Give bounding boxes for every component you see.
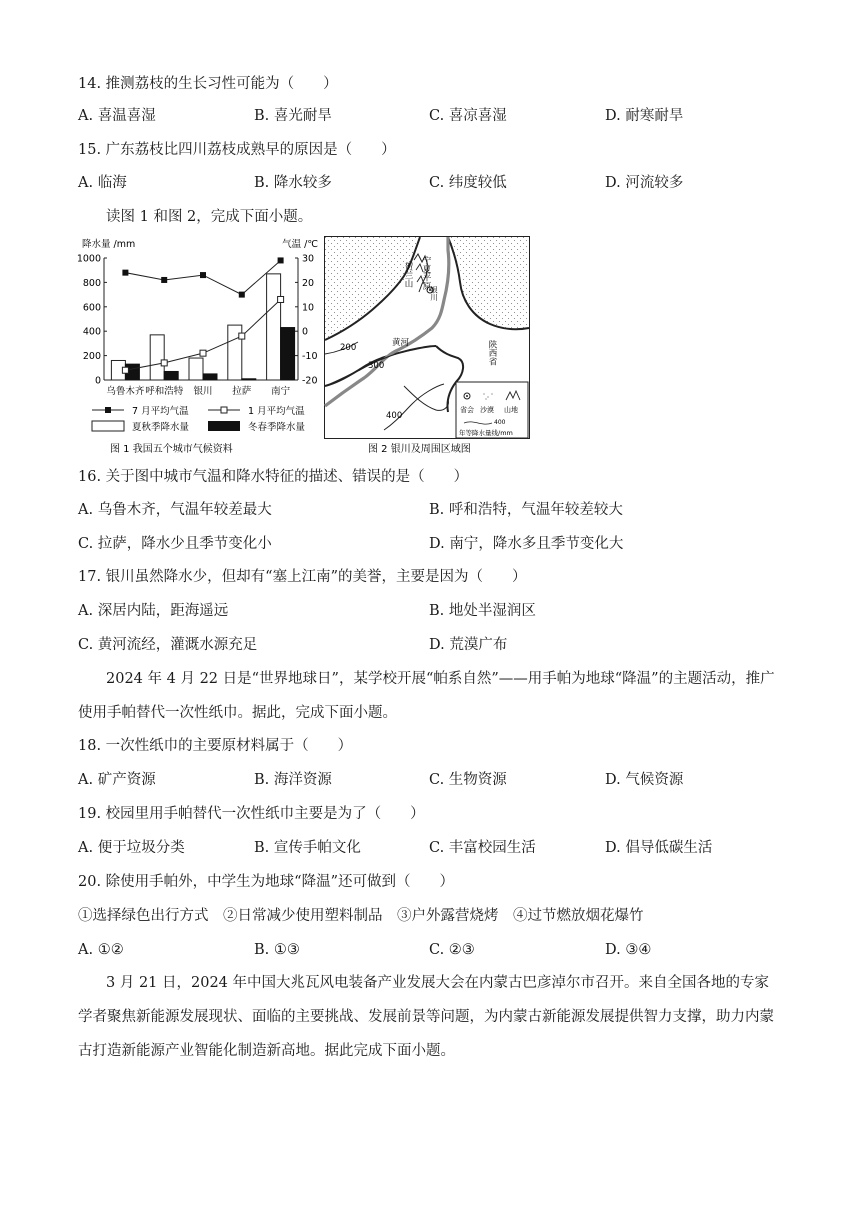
q20-option-d: D. ③④ — [605, 942, 652, 958]
right-tick-label: 20 — [302, 277, 315, 289]
q19-option-a: A. 便于垃圾分类 — [78, 840, 185, 856]
q14-option-d: D. 耐寒耐旱 — [605, 108, 684, 124]
figure-1-caption: 图 1 我国五个城市气候资料 — [110, 444, 233, 455]
q20-items: ①选择绿色出行方式 ②日常减少使用塑料制品 ③户外露营烧烤 ④过节燃放烟花爆竹 — [78, 908, 644, 924]
legend-mountain: 山地 — [504, 406, 518, 414]
label-helan: 贺兰山 — [403, 262, 413, 288]
figure-2-caption: 图 2 银川及周围区域图 — [368, 444, 471, 455]
question-20-stem: 20. 除使用手帕外，中学生为地球“降温”还可做到（ ） — [78, 874, 454, 890]
legend-desert: 沙漠 — [480, 406, 494, 414]
label-huanghe: 黄河 — [392, 338, 410, 348]
figure-2-yinchuan-map — [324, 236, 530, 456]
q14-option-c: C. 喜凉喜湿 — [429, 108, 507, 124]
q16-option-a: A. 乌鲁木齐，气温年较差最大 — [78, 502, 272, 518]
chart-legend — [92, 405, 306, 433]
q16-option-c: C. 拉萨，降水少且季节变化小 — [78, 536, 272, 552]
q20-option-a: A. ①② — [78, 942, 124, 958]
right-axis-label: 气温 /℃ — [282, 239, 318, 250]
earthday-intro: 2024 年 4 月 22 日是“世界地球日”，某学校开展“帕系自然”——用手帕为地球“降温”的主题活动，推广使用手帕替代一次性纸巾。据此，完成下面小题。 — [78, 671, 775, 721]
point-july-temp — [278, 257, 284, 263]
q14-option-a: A. 喜温喜湿 — [78, 108, 156, 124]
left-tick-label: 800 — [82, 277, 101, 289]
right-tick-label: 0 — [302, 326, 309, 338]
point-july-temp — [200, 272, 206, 278]
legend-jan-marker — [221, 407, 227, 413]
right-tick-label: 10 — [302, 302, 315, 314]
label-yinchuan: 银川 — [429, 286, 439, 301]
category-label: 南宁 — [271, 386, 291, 397]
point-jan-temp — [161, 360, 167, 366]
category-label: 拉萨 — [232, 386, 252, 397]
point-july-temp — [239, 292, 245, 298]
q14-option-b: B. 喜光耐旱 — [254, 108, 332, 124]
right-tick-label: -20 — [302, 375, 318, 387]
point-jan-temp — [239, 333, 245, 339]
point-july-temp — [122, 270, 128, 276]
label-isoline-200: 200 — [340, 343, 357, 353]
bar-winter-spring — [281, 328, 295, 380]
left-tick-label: 600 — [82, 302, 101, 314]
q15-option-c: C. 纬度较低 — [429, 175, 507, 191]
question-18-stem: 18. 一次性纸巾的主要原材料属于（ ） — [78, 738, 353, 754]
legend-summer-marker — [92, 421, 124, 431]
legend-isoline: 年等降水量线/mm — [459, 429, 513, 437]
question-15-stem: 15. 广东荔枝比四川荔枝成熟早的原因是（ ） — [78, 142, 396, 158]
question-19-stem: 19. 校园里用手帕替代一次性纸巾主要是为了（ ） — [78, 806, 425, 822]
q17-option-a: A. 深居内陆，距海遥远 — [78, 603, 229, 619]
right-tick-label: 30 — [302, 253, 315, 265]
q15-option-b: B. 降水较多 — [254, 175, 332, 191]
q20-option-b: B. ①③ — [254, 942, 300, 958]
q15-option-a: A. 临海 — [78, 175, 127, 191]
left-axis-label: 降水量 /mm — [82, 239, 136, 250]
label-isoline-400: 400 — [386, 411, 403, 421]
q17-option-b: B. 地处半湿润区 — [429, 603, 536, 619]
point-jan-temp — [278, 296, 284, 302]
question-16-stem: 16. 关于图中城市气温和降水特征的描述、错误的是（ ） — [78, 469, 469, 485]
q18-option-b: B. 海洋资源 — [254, 772, 332, 788]
map-legend — [456, 382, 528, 438]
point-jan-temp — [122, 367, 128, 373]
label-ningxia: 宁夏平原 — [421, 256, 431, 290]
right-tick-label: -10 — [302, 351, 318, 363]
q17-option-c: C. 黄河流经，灌溉水源充足 — [78, 637, 258, 653]
left-tick-label: 400 — [82, 326, 101, 338]
legend-winter-marker — [208, 421, 240, 431]
q20-option-c: C. ②③ — [429, 942, 475, 958]
category-label: 呼和浩特 — [145, 386, 184, 397]
q19-option-d: D. 倡导低碳生活 — [605, 840, 713, 856]
q17-option-d: D. 荒漠广布 — [429, 637, 508, 653]
wind-intro: 3 月 21 日，2024 年中国大兆瓦风电装备产业发展大会在内蒙古巴彦淖尔市召开。来自全国各地的专家学者聚焦新能源发展现状、面临的主要挑战、发展前景等问题，为内蒙古新能源发展提供智力支撑，助力内蒙古打造新能源产业智能化制造新高地。据此完成下面小题。 — [78, 975, 774, 1059]
category-label: 银川 — [193, 386, 213, 397]
figures-intro: 读图 1 和图 2，完成下面小题。 — [106, 209, 313, 225]
legend-july: 7 月平均气温 — [132, 406, 189, 417]
left-tick-label: 1000 — [76, 253, 101, 265]
q18-option-a: A. 矿产资源 — [78, 772, 156, 788]
bar-winter-spring — [164, 371, 178, 380]
q15-option-d: D. 河流较多 — [605, 175, 684, 191]
left-tick-label: 0 — [94, 375, 101, 387]
q16-option-d: D. 南宁，降水多且季节变化大 — [429, 536, 624, 552]
bar-winter-spring — [203, 374, 217, 380]
q16-option-b: B. 呼和浩特，气温年较差较大 — [429, 502, 623, 518]
legend-july-marker — [105, 407, 111, 413]
legend-jan: 1 月平均气温 — [248, 406, 305, 417]
question-17-stem: 17. 银川虽然降水少，但却有“塞上江南”的美誉，主要是因为（ ） — [78, 569, 527, 585]
legend-summer-autumn: 夏秋季降水量 — [132, 422, 190, 433]
point-jan-temp — [200, 350, 206, 356]
legend-capital: 省会 — [460, 406, 474, 414]
left-tick-label: 200 — [82, 351, 101, 363]
legend-winter-spring: 冬春季降水量 — [248, 422, 306, 433]
figure-1-climate-chart — [76, 234, 320, 456]
bar-summer-autumn — [267, 274, 281, 380]
point-july-temp — [161, 277, 167, 283]
label-shaanxi: 陕西省 — [487, 340, 497, 366]
q19-option-c: C. 丰富校园生活 — [429, 840, 536, 856]
question-14-stem: 14. 推测荔枝的生长习性可能为（ ） — [78, 76, 338, 92]
bar-summer-autumn — [150, 335, 164, 380]
q18-option-d: D. 气候资源 — [605, 772, 684, 788]
q18-option-c: C. 生物资源 — [429, 772, 507, 788]
bar-summer-autumn — [189, 358, 203, 380]
bar-winter-spring — [242, 379, 256, 380]
legend-iso-value: 400 — [494, 419, 506, 426]
category-label: 乌鲁木齐 — [106, 386, 145, 397]
q19-option-b: B. 宣传手帕文化 — [254, 840, 361, 856]
label-isoline-300: 300 — [368, 361, 385, 371]
